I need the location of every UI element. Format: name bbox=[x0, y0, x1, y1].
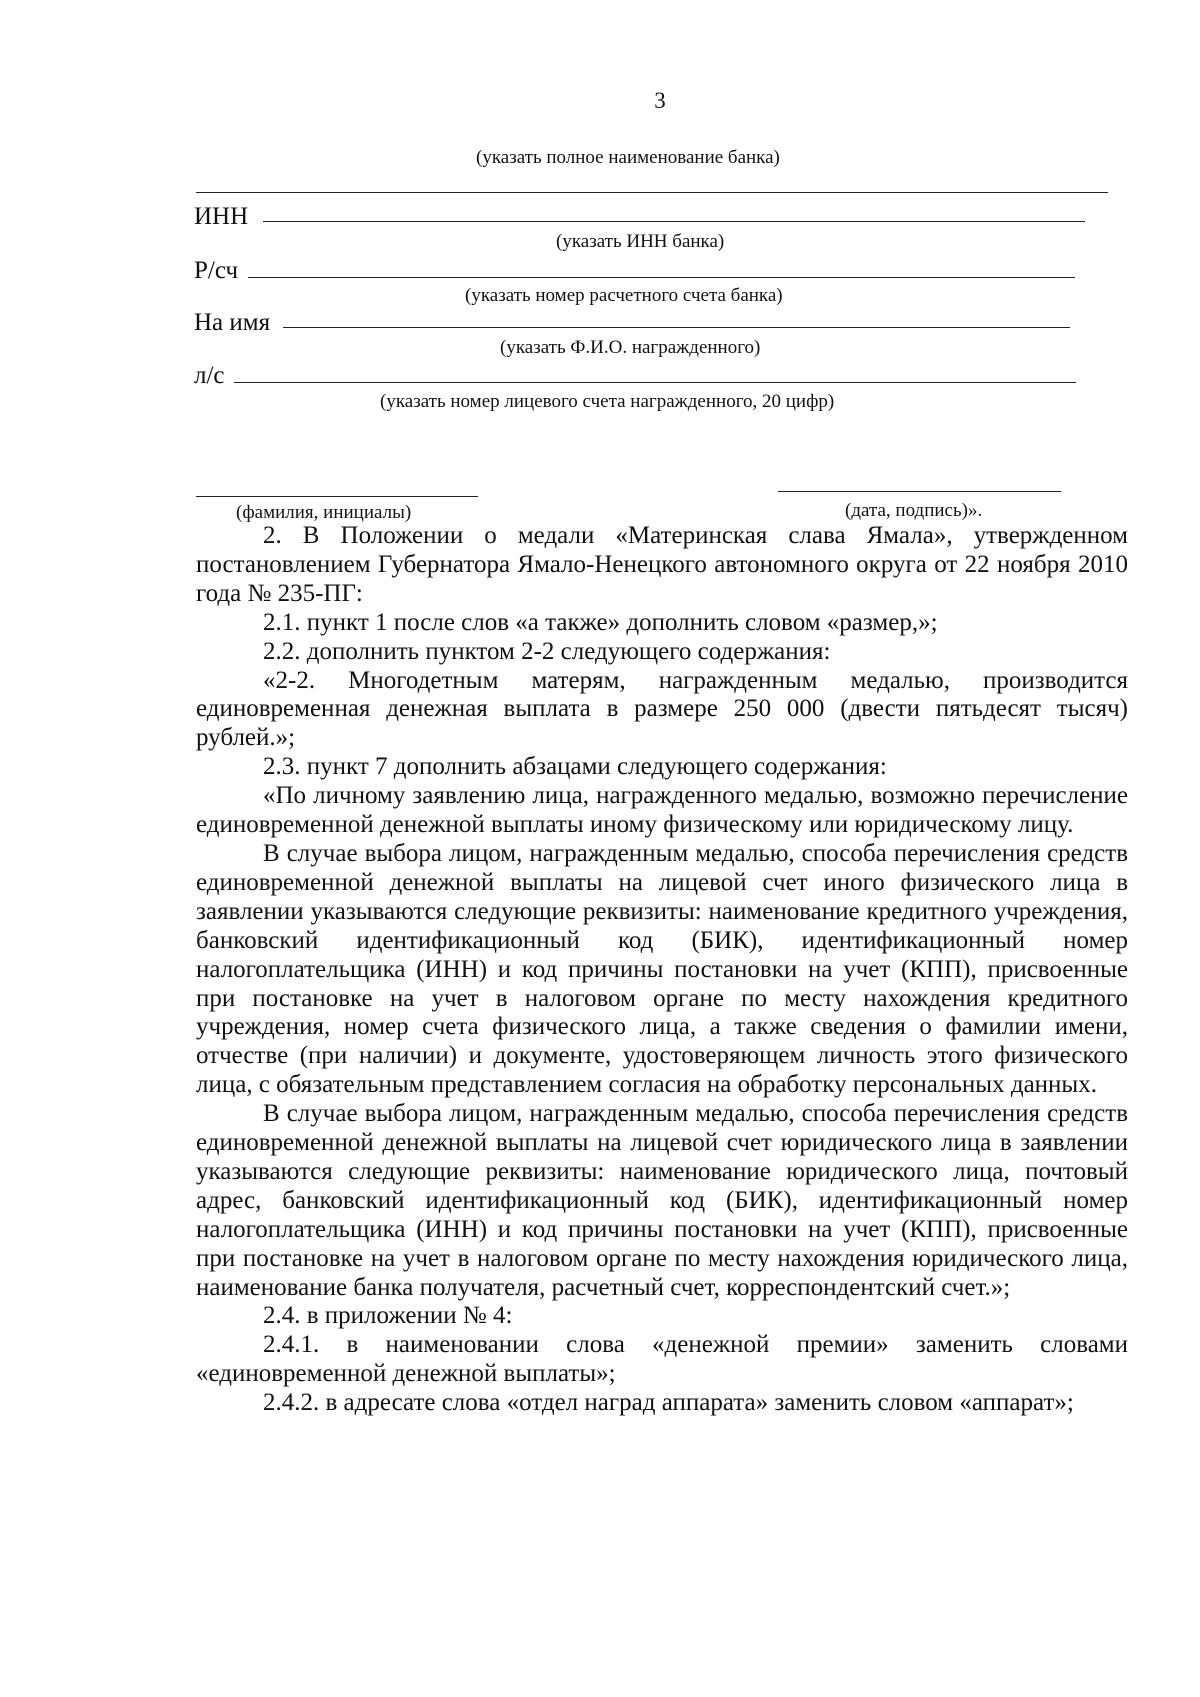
bank-name-line bbox=[196, 192, 1108, 193]
signature-date-line bbox=[778, 491, 1061, 492]
page-number: 3 bbox=[654, 88, 666, 113]
paragraph-2-1: 2.1. пункт 1 после слов «а также» дополнить словом «размер,»; bbox=[263, 608, 938, 636]
paragraph-individual-requisites: В случае выбора лицом, награжденным медалью, способа перечисления средств единовременной денежной выплаты на лицевой счет иного физического лица в заявлении указываются следующие реквизиты: наименование кредитного учреждения, банковский идентификационный код (БИК), идентификационный номер налогоплательщика (ИНН) и код причины постановки на учет (КПП), присвоенные при постановке на учет в налоговом органе по месту нахождения кредитного учреждения, номер счета физического лица, а также сведения о фамилии имени, отчестве (при наличии) и документе, удостоверяющем личность этого физического лица, с обязательным представлением согласия на обработку персональных данных. bbox=[196, 839, 1128, 1099]
paragraph-2-2-quote: «2-2. Многодетным матерям, награжденным медалью, производится единовременная денежная выплата в размере 250 000 (двести пятьдесят тысяч) рублей.»; bbox=[196, 666, 1128, 752]
inn-line bbox=[263, 221, 1085, 222]
bank-name-hint: (указать полное наименование банка) bbox=[476, 147, 780, 168]
recipient-hint: (указать Ф.И.О. награжденного) bbox=[500, 337, 761, 358]
inn-hint: (указать ИНН банка) bbox=[556, 231, 725, 252]
paragraph-legal-entity-requisites: В случае выбора лицом, награжденным медалью, способа перечисления средств единовременной денежной выплаты на лицевой счет юридического лица в заявлении указываются следующие реквизиты: наименование юридического лица, почтовый адрес, банковский идентификационный код (БИК), идентификационный номер налогоплательщика (ИНН) и код причины постановки на учет (КПП), присвоенные при постановке на учет в налоговом органе по месту нахождения юридического лица, наименование банка получателя, расчетный счет, корреспондентский счет.»; bbox=[196, 1100, 1128, 1301]
paragraph-2-4-2: 2.4.2. в адресате слова «отдел наград аппарата» заменить словом «аппарат»; bbox=[263, 1389, 1074, 1417]
signature-name-line bbox=[196, 496, 478, 497]
document-body bbox=[196, 522, 1128, 1418]
paragraph-2-4: 2.4. в приложении № 4: bbox=[263, 1302, 513, 1330]
recipient-line bbox=[283, 327, 1070, 328]
account-label: Р/сч bbox=[194, 257, 239, 284]
personal-account-label: л/с bbox=[194, 362, 225, 389]
paragraph-2-3-quote: «По личному заявлению лица, награжденного медалью, возможно перечисление единовременной денежной выплаты иному физическому или юридическому лицу. bbox=[196, 782, 1128, 839]
personal-account-line bbox=[234, 382, 1076, 383]
signature-date-hint: (дата, подпись)». bbox=[845, 500, 983, 521]
account-line bbox=[248, 277, 1075, 278]
inn-label: ИНН bbox=[194, 203, 249, 230]
personal-account-hint: (указать номер лицевого счета награжденного, 20 цифр) bbox=[380, 391, 835, 412]
paragraph-2-3: 2.3. пункт 7 дополнить абзацами следующего содержания: bbox=[263, 753, 887, 781]
account-hint: (указать номер расчетного счета банка) bbox=[465, 285, 783, 306]
paragraph-2-4-1: 2.4.1. в наименовании слова «денежной премии» заменить словами «единовременной денежной выплаты»; bbox=[196, 1331, 1128, 1388]
recipient-label: На имя bbox=[194, 309, 271, 336]
signature-name-hint: (фамилия, инициалы) bbox=[236, 502, 412, 523]
paragraph-2: 2. В Положении о медали «Материнская слава Ямала», утвержденном постановлением Губернатора Ямало-Ненецкого автономного округа от 22 ноября 2010 года № 235-ПГ: bbox=[196, 522, 1128, 607]
paragraph-2-2: 2.2. дополнить пунктом 2-2 следующего содержания: bbox=[263, 637, 831, 665]
